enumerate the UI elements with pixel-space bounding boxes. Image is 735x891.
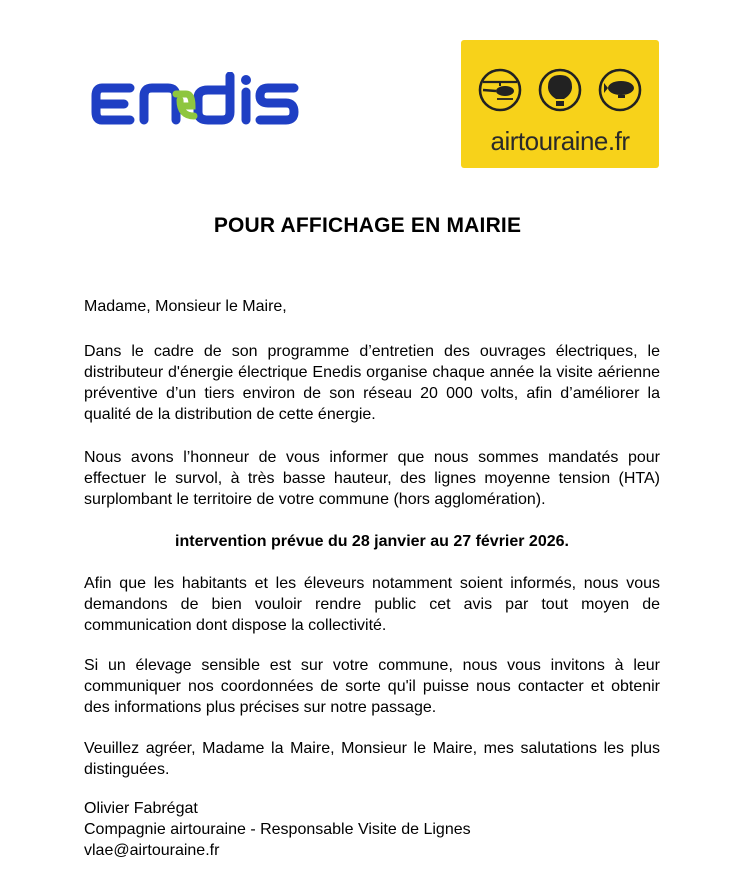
paragraph-livestock: Si un élevage sensible est sur votre commune, nous vous invitons à leur communiquer nos coordonnées de sorte qu'il puisse nous contacter et obtenir des informations plus précises sur notre passage. xyxy=(84,657,660,716)
paragraph-maintenance: Dans le cadre de son programme d’entretien des ouvrages électriques, le distributeur d'énergie électrique Enedis organise chaque année la visite aérienne préventive d’un tiers environ de son réseau 20 000 volts, afin d’améliorer la qualité de la distribution de cette énergie. xyxy=(84,343,660,423)
page-title: POUR AFFICHAGE EN MAIRIE xyxy=(213,214,522,237)
enedis-logo xyxy=(90,72,322,134)
signature-email: vlae@airtouraine.fr xyxy=(84,842,220,859)
helicopter-icon xyxy=(480,70,520,110)
airship-icon xyxy=(600,70,640,110)
signature-role: Compagnie airtouraine - Responsable Visite de Lignes xyxy=(84,821,471,838)
intervention-dates: intervention prévue du 28 janvier au 27 février 2026. xyxy=(175,533,569,550)
paragraph-survey-notice: Nous avons l’honneur de vous informer que nous sommes mandatés pour effectuer le survol, à très basse hauteur, des lignes moyenne tension (HTA) surplombant le territoire de votre commune (hors agglomération). xyxy=(84,449,660,508)
airtouraine-logo-text: airtouraine.fr xyxy=(490,126,630,156)
salutation: Madame, Monsieur le Maire, xyxy=(84,298,287,315)
aircraft-icons xyxy=(461,68,659,116)
closing-formula: Veuillez agréer, Madame la Maire, Monsieur le Maire, mes salutations les plus distinguées. xyxy=(84,740,660,778)
signature-name: Olivier Fabrégat xyxy=(84,800,198,817)
paragraph-public-notice: Afin que les habitants et les éleveurs notamment soient informés, nous vous demandons de bien vouloir rendre public cet avis par tout moyen de communication dont dispose la collectivité. xyxy=(84,575,660,634)
airtouraine-logo xyxy=(461,40,659,168)
balloon-icon xyxy=(540,70,580,110)
